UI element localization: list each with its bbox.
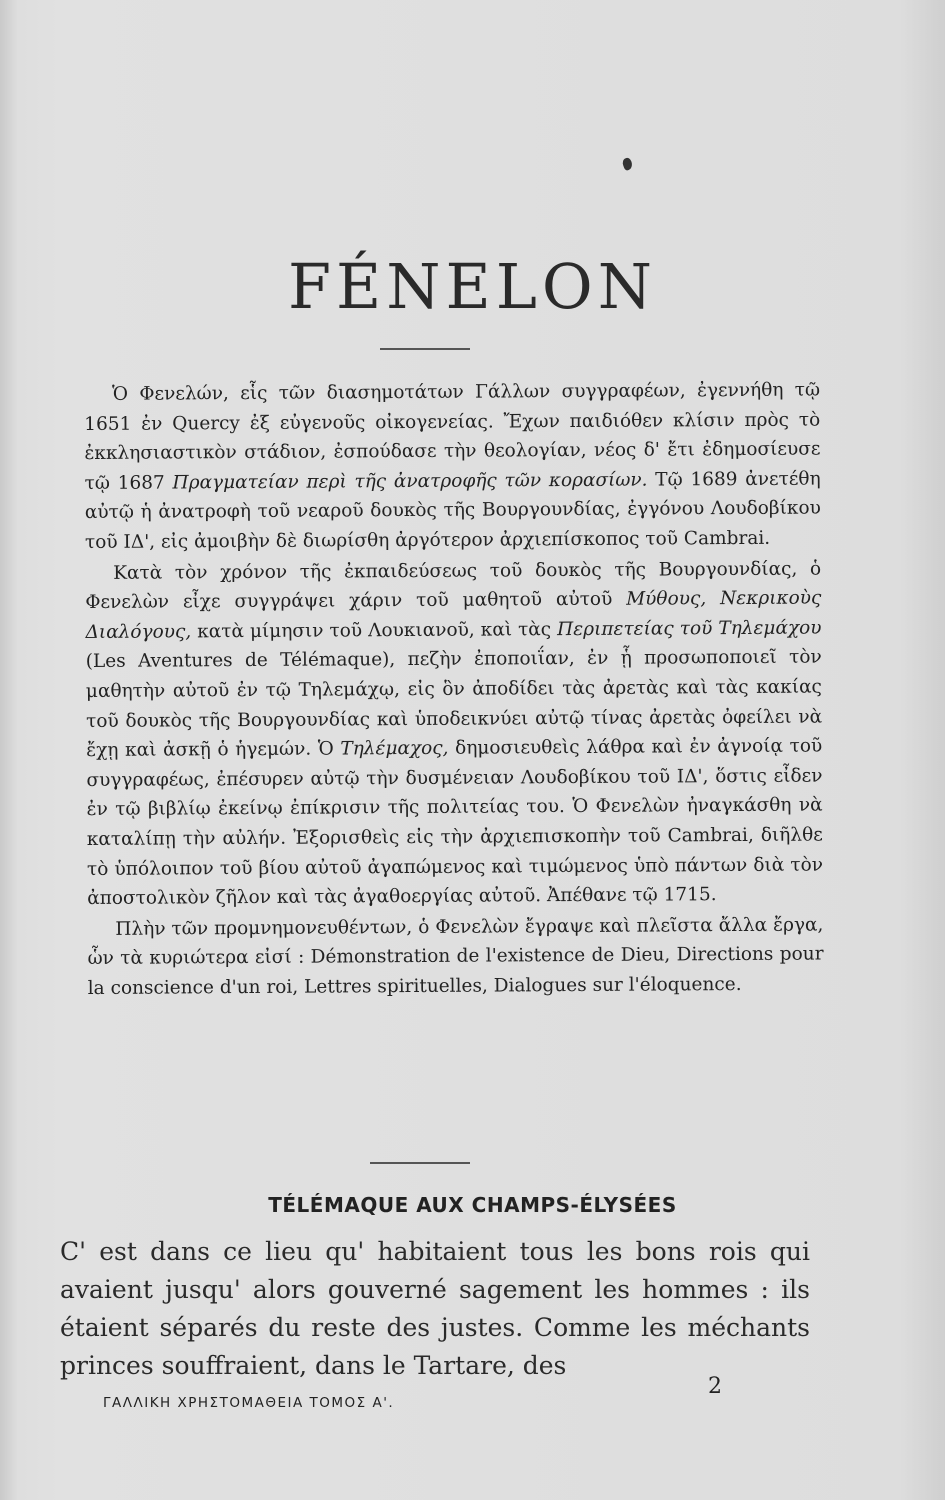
page-number: 2 — [708, 1374, 722, 1399]
ink-spot — [621, 157, 634, 171]
page-title: FÉNELON — [287, 250, 658, 323]
bio-p2-work-telemachus: Περιπετείας τοῦ Τηλεμάχου — [557, 617, 822, 640]
section-divider — [370, 1162, 470, 1164]
bio-p2-text-g: δημοσιευθεὶς λάθρα καὶ ἐν ἀγνοίᾳ τοῦ συγγραφέως, ἐπέσυρεν αὐτῷ τὴν δυσμένειαν Λουδοβίκου τοῦ ΙΔ', ὅστις εἶδεν ἐν τῷ βιβλίῳ ἐκείνῳ ἐπίκρισιν τῆς πολιτείας του. Ὁ Φενελὼν ἠναγκάσθη νὰ καταλίπῃ τὴν αὐλήν. Ἐξορισθεὶς εἰς τὴν ἀρχιεπισκοπὴν τοῦ Cambrai, διῆλθε τὸ ὑπόλοιπον τοῦ βίου αὐτοῦ ἀγαπώμενος καὶ τιμώμενος ὑπὸ πάντων διὰ τὸν ἀποστολικὸν ζῆλον καὶ τὰς ἀγαθοεργίας αὐτοῦ. Ἀπέθανε τῷ 1715. — [86, 735, 824, 910]
running-footer: ΓΑΛΛΙΚΗ ΧΡΗΣΤΟΜΑΘΕΙΑ ΤΟΜΟΣ Α'. — [103, 1395, 395, 1411]
biography-paragraph-1 — [84, 376, 821, 558]
title-divider — [380, 348, 470, 350]
bio-p1-text-a: Ὁ Φενελών, εἷς τῶν διασημοτάτων Γάλλων συγγραφέων, ἐγεννήθη τῷ 1651 ἐν Quercy ἐξ εὐγενοῦς οἰκογενείας. Ἔχων παιδιόθεν κλίσιν πρὸς τὸ ἐκκλησιαστικὸν στάδιον, ἐσπούδασε τὴν θεολογίαν, νέος δ' ἔτι ἐδημοσίευσε τῷ 1687 — [84, 379, 821, 494]
bio-p2-text-c: κατὰ μίμησιν τοῦ Λουκιανοῦ, καὶ τὰς — [191, 618, 558, 643]
bio-p2-text-e: (Les Aventures de Télémaque), πεζὴν ἐποποιΐαν, ἐν ᾗ προσωποποιεῖ τὸν μαθητὴν αὐτοῦ ἐν τῷ Τηλεμάχῳ, εἰς ὃν ἀποδίδει τὰς ἀρετὰς καὶ τὰς κακίας τοῦ δουκὸς τῆς Βουργουνδίας καὶ ὑποδεικνύει αὐτῷ τίνας ἀρετὰς ὀφείλει νὰ ἔχῃ καὶ ἀσκῇ ὁ ἡγεμών. Ὁ — [85, 646, 823, 762]
bio-p2-text-a: Κατὰ τὸν χρόνον τῆς ἐκπαιδεύσεως τοῦ δουκὸς τῆς Βουργουνδίας, ὁ Φενελὼν εἶχε συγγράψει χάριν τοῦ μαθητοῦ αὐτοῦ — [85, 558, 822, 614]
bio-p1-work-title: Πραγματείαν περὶ τῆς ἀνατροφῆς τῶν κορασίων. — [172, 469, 648, 494]
section-title: TÉLÉMAQUE AUX CHAMPS-ÉLYSÉES — [268, 1193, 677, 1217]
biography-paragraph-3: Πλὴν τῶν προμνημονευθέντων, ὁ Φενελὼν ἔγραψε καὶ πλεῖστα ἄλλα ἔργα, ὧν τὰ κυριώτερα εἰσί : Démonstration de l'existence de Dieu, Directions pour la conscience d'un roi, Lettres spirituelles, Dialogues sur l'éloquence. — [87, 914, 824, 999]
bio-p2-telemachus-name: Τηλέμαχος, — [340, 737, 449, 760]
bio-p2-work-myths: Μύθους, Νεκρικοὺς Διαλόγους, — [85, 587, 822, 643]
biography-text — [84, 376, 824, 1004]
biography-paragraph-2 — [85, 554, 823, 914]
bio-p1-text-c: Τῷ 1689 ἀνετέθη αὐτῷ ἡ ἀνατροφὴ τοῦ νεαροῦ δουκὸς τῆς Βουργουνδίας, ἐγγόνου Λουδοβίκου τοῦ ΙΔ', εἰς ἀμοιβὴν δὲ διωρίσθη ἀργότερον ἀρχιεπίσκοπος τοῦ Cambrai. — [84, 468, 821, 553]
french-passage: C' est dans ce lieu qu' habitaient tous les bons rois qui avaient jusqu' alors gouverné sagement les hommes : ils étaient séparés du reste des justes. Comme les méchants princes souffraient, dans le Tartare, des — [60, 1237, 810, 1380]
